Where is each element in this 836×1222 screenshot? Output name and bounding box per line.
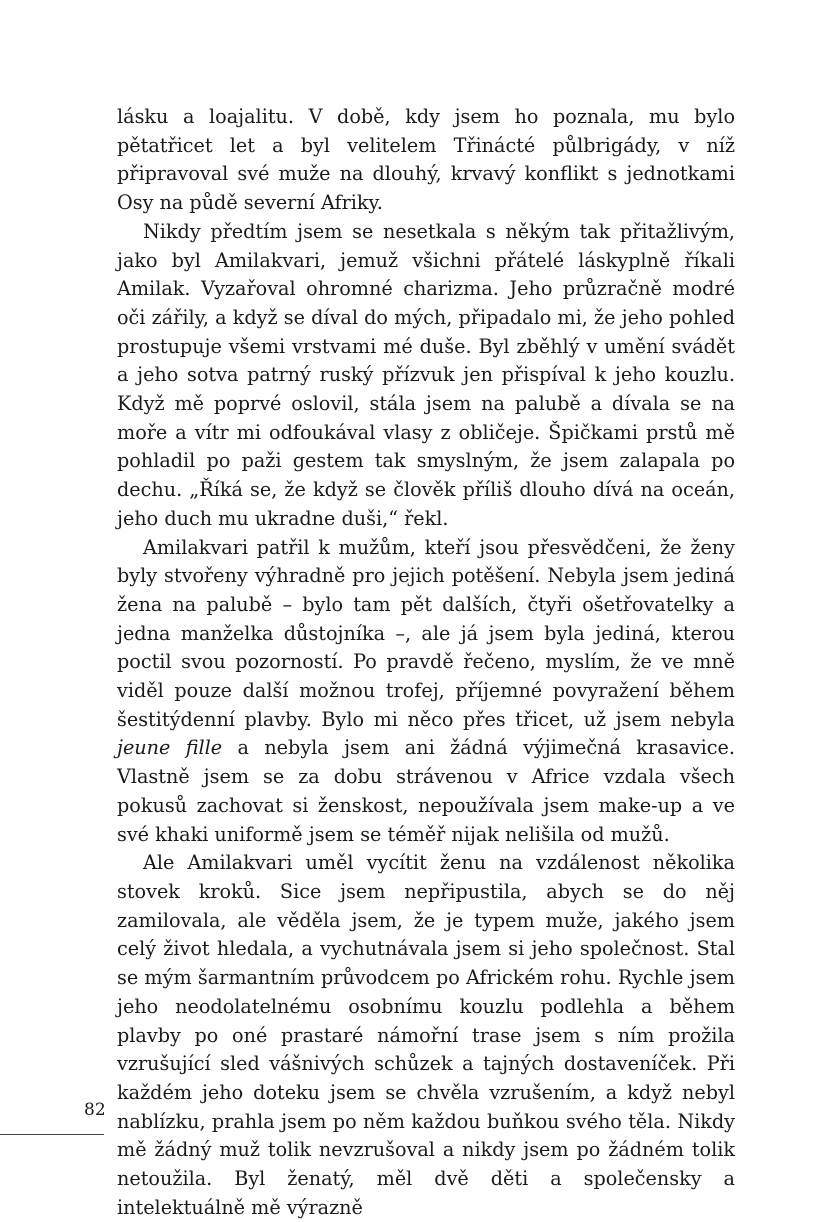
body-text <box>117 103 735 1222</box>
paragraph-2 <box>117 218 735 534</box>
paragraph-4 <box>117 849 735 1222</box>
paragraph-3-text-a: Amilakvari patřil k mužům, kteří jsou přesvědčeni, že ženy byly stvořeny výhradně pro jejich potěšení. Nebyla jsem jediná žena na palubě – bylo tam pět dalších, čtyři ošetřovatelky a jedna manželka důstojníka –, ale já jsem byla jediná, kterou poctil svou pozorností. Po pravdě řečeno, myslím, že ve mně viděl pouze další možnou trofej, příjemné povyražení během šestitýdenní plavby. Bylo mi něco přes třicet, už jsem nebyla <box>117 535 735 731</box>
page-number: 82 <box>84 1100 106 1120</box>
footer-rule <box>0 1134 104 1135</box>
paragraph-1-text: lásku a loajalitu. V době, kdy jsem ho poznala, mu bylo pětatřicet let a byl velitelem Třinácté půlbrigády, v níž připravoval své muže na dlouhý, krvavý konflikt s jednotkami Osy na půdě severní Afriky. <box>117 105 735 215</box>
paragraph-4-text: Ale Amilakvari uměl vycítit ženu na vzdálenost několika stovek kroků. Sice jsem nepřipustila, abych se do něj zamilovala, ale věděla jsem, že je typem muže, jakého jsem celý život hledala, a vychutnávala jsem si jeho společnost. Stal se mým šarmantním průvodcem po Africkém rohu. Rychle jsem jeho neodolatelnému osobnímu kouzlu podlehla a během plavby po oné prastaré námořní trase jsem s ním prožila vzrušující sled vášnivých schůzek a tajných dostaveníček. Při každém jeho doteku jsem se chvěla vzrušením, a když nebyl nablízku, prahla jsem po něm každou buňkou svého těla. Nikdy mě žádný muž tolik nevzrušoval a nikdy jsem po žádném tolik netoužila. Byl ženatý, měl dvě děti a společensky a intelektuálně mě výrazně <box>117 851 735 1219</box>
paragraph-3 <box>117 534 735 850</box>
paragraph-3-text-b: a nebyla jsem ani žádná výjimečná krasavice. Vlastně jsem se za dobu strávenou v Africe vzdala všech pokusů zachovat si ženskost, nepoužívala jsem make-up a ve své khaki uniformě jsem se téměř nijak nelišila od mužů. <box>117 736 736 846</box>
paragraph-2-text: Nikdy předtím jsem se nesetkala s někým tak přitažlivým, jako byl Amilakvari, jemuž všichni přátelé láskyplně říkali Amilak. Vyzařoval ohromné charizma. Jeho průzračně modré oči zářily, a když se díval do mých, připadalo mi, že jeho pohled prostupuje všemi vrstvami mé duše. Byl zběhlý v umění svádět a jeho sotva patrný ruský přízvuk jen přispíval k jeho kouzlu. Když mě poprvé oslovil, stála jsem na palubě a dívala se na moře a vítr mi odfoukával vlasy z obličeje. Špičkami prstů mě pohladil po paži gestem tak smyslným, že jsem zalapala po dechu. „Říká se, že když se člověk příliš dlouho dívá na oceán, jeho duch mu ukradne duši,“ řekl. <box>117 219 735 530</box>
paragraph-3-italic-phrase: jeune fille <box>117 736 223 760</box>
paragraph-1 <box>117 103 735 218</box>
